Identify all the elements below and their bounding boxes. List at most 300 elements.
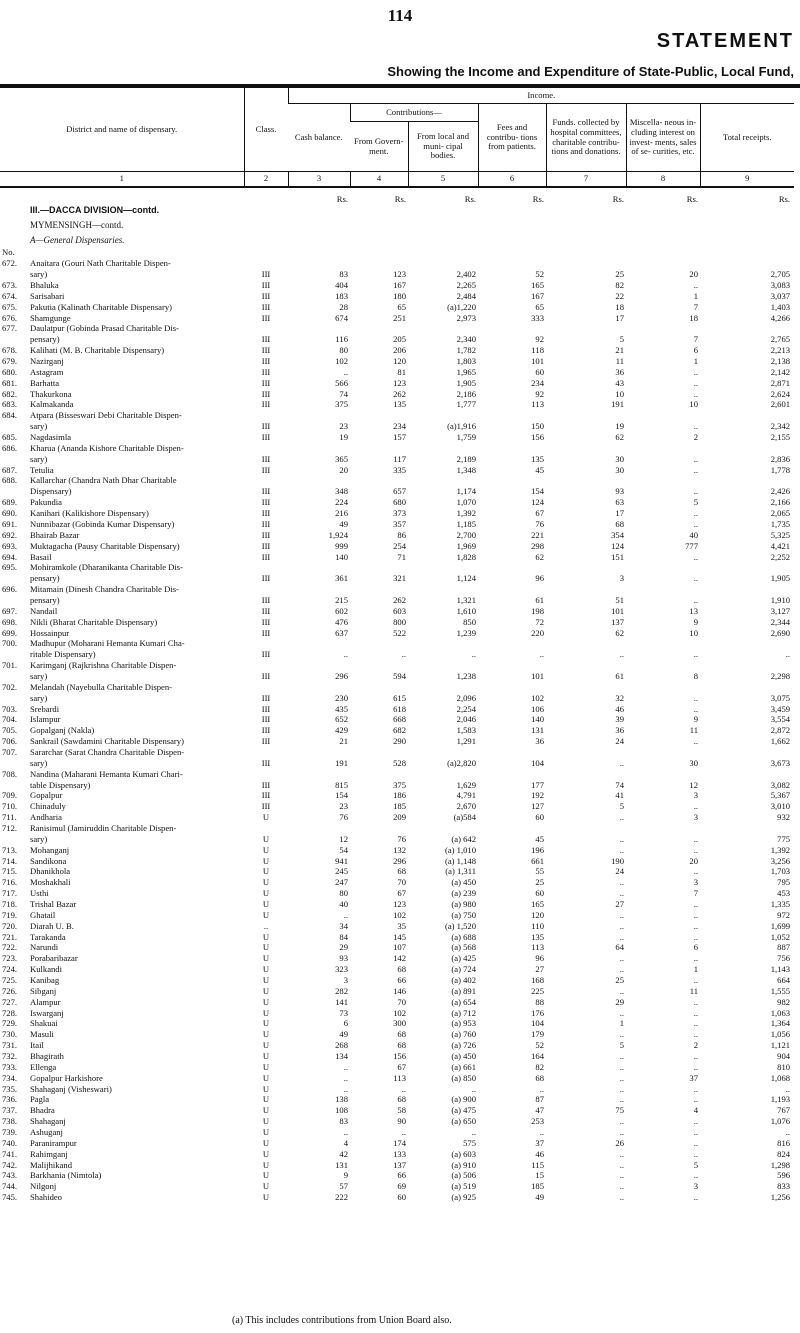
cash-balance-cell: 76: [339, 812, 348, 823]
misc-cell: 30: [689, 757, 698, 768]
total-cell: 1,193: [770, 1094, 791, 1105]
misc-cell: 13: [689, 605, 698, 616]
cash-balance-cell: 34: [339, 920, 348, 931]
cash-balance-cell: 183: [335, 290, 348, 301]
class-cell: III: [261, 540, 271, 551]
table-row: [0, 334, 794, 345]
local-contribution-cell: 1,124: [456, 573, 476, 584]
govt-contribution-cell: 60: [397, 1192, 406, 1203]
funds-cell: 62: [615, 627, 624, 638]
table-row: [0, 671, 794, 682]
local-contribution-cell: (a) 475: [451, 1105, 476, 1116]
dispensary-cell: [0, 389, 244, 400]
misc-cell: ..: [693, 388, 698, 399]
local-contribution-cell: (a) 642: [451, 833, 476, 844]
funds-cell: ..: [619, 1170, 624, 1181]
fees-cell: 154: [531, 486, 544, 497]
cash-balance-cell: 566: [335, 377, 348, 388]
class-cell: U: [262, 866, 270, 877]
dispensary-cell: [0, 345, 244, 356]
fees-cell: 120: [531, 909, 544, 920]
total-cell: 2,624: [770, 388, 791, 399]
dispensary-name: Paranirampur: [30, 1137, 77, 1148]
misc-cell: ..: [693, 551, 698, 562]
govt-contribution-cell: 65: [397, 301, 406, 312]
govt-contribution-cell: 68: [397, 964, 406, 975]
misc-cell: 37: [689, 1072, 698, 1083]
dispensary-cell: [0, 541, 244, 552]
table-row: [0, 834, 794, 845]
dispensary-name: Diarah U. B.: [30, 920, 74, 931]
funds-cell: 5: [619, 334, 624, 345]
funds-cell: 36: [615, 725, 624, 736]
class-cell: III: [261, 757, 271, 768]
cash-balance-cell: 29: [339, 942, 348, 953]
govt-contribution-cell: 102: [393, 1007, 406, 1018]
misc-cell: [626, 660, 700, 671]
class-cell: U: [262, 1192, 270, 1203]
local-contribution-cell: 1,828: [456, 551, 476, 562]
serial-number: 688.: [2, 475, 18, 486]
fees-cell: 49: [535, 1192, 544, 1203]
cash-balance-cell: 365: [335, 453, 348, 464]
fees-cell: 65: [535, 301, 544, 312]
fees-cell: 177: [531, 779, 544, 790]
rs-label: Rs.: [464, 194, 476, 204]
misc-header: Miscella- neous in- cluding interest on invest- ments, sales of se- curities, etc.: [626, 104, 700, 172]
dispensary-cell: [0, 628, 244, 639]
table-row: [0, 736, 794, 747]
statement-subtitle: Showing the Income and Expenditure of State-Public, Local Fund,: [387, 64, 794, 79]
funds-cell: [546, 475, 626, 486]
class-cell: [244, 475, 288, 486]
fees-cell: ..: [539, 649, 544, 660]
funds-cell: ..: [619, 964, 624, 975]
misc-cell: ..: [693, 453, 698, 464]
misc-cell: ..: [693, 1127, 698, 1138]
table-row: [0, 953, 794, 964]
fees-cell: [478, 638, 546, 649]
fees-cell: 220: [531, 627, 544, 638]
funds-cell: 30: [615, 464, 624, 475]
fees-cell: 168: [531, 975, 544, 986]
dispensary-cell: [0, 899, 244, 910]
funds-cell: ..: [619, 888, 624, 899]
govt-contribution-cell: 157: [393, 432, 406, 443]
dispensary-cell: [0, 486, 244, 497]
class-cell: U: [262, 1105, 270, 1116]
table-row: [0, 725, 794, 736]
dispensary-cell: [0, 986, 244, 997]
dispensary-name: Mitamain (Dinesh Chandra Charitable Dis-: [30, 584, 179, 595]
dispensary-cell: [0, 845, 244, 856]
dispensary-name: Sarisabari: [30, 290, 65, 301]
cash-balance-cell: [288, 769, 350, 780]
class-cell: [244, 443, 288, 454]
funds-cell: 68: [615, 518, 624, 529]
contributions-header: Contributions—: [350, 104, 478, 122]
dispensary-cell: [0, 334, 244, 345]
table-row: [0, 530, 794, 541]
table-row: [0, 932, 794, 943]
misc-cell: ..: [693, 1051, 698, 1062]
class-cell: [244, 660, 288, 671]
govt-contribution-cell: [350, 769, 408, 780]
serial-number: 739.: [2, 1127, 18, 1138]
dispensary-name: Trishal Bazar: [30, 899, 77, 909]
govt-header: From Govern- ment.: [354, 135, 404, 156]
fees-cell: [478, 584, 546, 595]
local-bodies-header: From local and muni- cipal bodies.: [408, 122, 478, 172]
table-row: [0, 356, 794, 367]
table-row: [0, 997, 794, 1008]
govt-contribution-cell: 113: [393, 1072, 406, 1083]
table-row: [0, 541, 794, 552]
cash-balance-cell: 28: [339, 301, 348, 312]
misc-cell: 9: [693, 714, 698, 725]
fees-cell: 124: [531, 497, 544, 508]
serial-number: 676.: [2, 312, 18, 323]
fees-cell: 298: [531, 540, 544, 551]
dispensary-name: Barkhania (Nimtola): [30, 1170, 102, 1181]
class-cell: III: [261, 269, 271, 280]
misc-cell: 1: [693, 290, 698, 301]
dispensary-cell: [0, 932, 244, 943]
local-contribution-cell: (a) 661: [451, 1061, 476, 1072]
funds-cell: 41: [615, 790, 624, 801]
govt-contribution-cell: 375: [393, 779, 406, 790]
dispensary-name: Shakuai: [30, 1018, 58, 1029]
fees-cell: 333: [531, 312, 544, 323]
fees-cell: 165: [531, 280, 544, 291]
fees-cell: ..: [539, 1127, 544, 1138]
fees-cell: 113: [531, 942, 544, 953]
dispensary-cell: [0, 975, 244, 986]
total-cell: 2,138: [770, 356, 791, 367]
misc-cell: [626, 823, 700, 834]
total-cell: 756: [777, 953, 791, 964]
misc-cell: ..: [693, 844, 698, 855]
dispensary-name: Nilgonj: [30, 1181, 57, 1192]
local-contribution-cell: 1,905: [456, 377, 476, 388]
misc-cell: [626, 323, 700, 334]
govt-contribution-cell: 68: [397, 1029, 406, 1040]
division-heading: III.—DACCA DIVISION—contd.: [30, 204, 160, 215]
cash-balance-cell: 429: [335, 725, 348, 736]
local-contribution-cell: [408, 562, 478, 573]
dispensary-name: Hossainpur: [30, 627, 70, 638]
dispensary-cell: [0, 595, 244, 606]
dispensary-name: sary): [30, 692, 48, 703]
total-cell: 2,836: [770, 453, 791, 464]
class-cell: III: [261, 301, 271, 312]
dispensary-name: Narundi: [30, 942, 59, 953]
cash-balance-cell: [288, 584, 350, 595]
serial-number: 683.: [2, 399, 18, 410]
total-cell: 3,037: [770, 290, 791, 301]
total-cell: [700, 443, 794, 454]
dispensary-cell: [0, 1170, 244, 1181]
class-cell: U: [262, 1127, 270, 1138]
dispensary-cell: [0, 356, 244, 367]
serial-number: 680.: [2, 366, 18, 377]
funds-cell: ..: [619, 844, 624, 855]
serial-number: 744.: [2, 1181, 18, 1192]
local-contribution-cell: 1,965: [456, 366, 476, 377]
dispensary-cell: [0, 302, 244, 313]
total-cell: 1,335: [770, 899, 791, 909]
total-cell: 2,426: [770, 486, 791, 497]
dispensary-cell: [0, 866, 244, 877]
serial-number: 728.: [2, 1007, 18, 1018]
local-contribution-cell: (a) 425: [451, 953, 476, 964]
fees-cell: 131: [531, 725, 544, 736]
total-cell: [700, 562, 794, 573]
funds-cell: ..: [619, 920, 624, 931]
cash-balance-cell: 247: [335, 877, 348, 888]
cash-balance-cell: 131: [335, 1159, 348, 1170]
dispensary-name: Pakutia (Kalinath Charitable Dispensary): [30, 301, 172, 312]
table-row: [0, 367, 794, 378]
total-cell: 972: [777, 909, 791, 920]
table-row: [0, 269, 794, 280]
no-label: No.: [2, 247, 15, 258]
govt-contribution-cell: 209: [393, 812, 406, 823]
local-contribution-cell: (a) 519: [451, 1181, 476, 1192]
serial-number: 673.: [2, 280, 18, 291]
govt-contribution-cell: 69: [397, 1181, 406, 1192]
footnote: (a) This includes contributions from Union Board also.: [232, 1315, 452, 1326]
funds-cell: ..: [619, 757, 624, 768]
table-row: [0, 519, 794, 530]
table-row: [0, 291, 794, 302]
table-row: [0, 714, 794, 725]
dispensary-cell: [0, 1084, 244, 1095]
funds-cell: 25: [615, 269, 624, 280]
serial-number: 731.: [2, 1040, 18, 1051]
local-contribution-cell: ..: [471, 1127, 476, 1138]
funds-cell: 11: [615, 356, 624, 367]
local-contribution-cell: 2,046: [456, 714, 476, 725]
dispensary-name: Tarakanda: [30, 931, 66, 942]
local-contribution-cell: 2,700: [456, 529, 476, 540]
local-contribution-cell: [408, 410, 478, 421]
govt-contribution-cell: 156: [393, 1051, 406, 1062]
cash-balance-cell: 57: [339, 1181, 348, 1192]
local-contribution-cell: (a) 1,520: [444, 920, 476, 931]
serial-number: 695.: [2, 562, 18, 573]
serial-number: 700.: [2, 638, 18, 649]
dispensary-name: sary): [30, 757, 48, 768]
table-row: [0, 280, 794, 291]
total-cell: 3,082: [770, 779, 791, 790]
dispensary-cell: [0, 584, 244, 595]
dispensary-cell: [0, 704, 244, 715]
funds-cell: 29: [615, 996, 624, 1007]
misc-cell: ..: [693, 649, 698, 660]
fees-cell: 127: [531, 801, 544, 812]
funds-cell: [546, 769, 626, 780]
misc-cell: ..: [693, 899, 698, 909]
col-num-4: 4: [350, 172, 408, 188]
local-contribution-cell: [408, 475, 478, 486]
dispensary-name: Sibganj: [30, 985, 57, 996]
fees-cell: 192: [531, 790, 544, 801]
local-contribution-cell: 2,670: [456, 801, 476, 812]
class-cell: U: [262, 964, 270, 975]
funds-cell: ..: [619, 1007, 624, 1018]
serial-number: 725.: [2, 975, 18, 986]
total-cell: [700, 682, 794, 693]
govt-contribution-cell: 205: [393, 334, 406, 345]
local-contribution-cell: (a)2,820: [447, 757, 476, 768]
dispensary-cell: [0, 367, 244, 378]
table-row: [0, 866, 794, 877]
cash-balance-cell: 40: [339, 899, 348, 909]
govt-contribution-cell: 618: [393, 703, 406, 714]
dispensary-name: sary): [30, 421, 48, 432]
total-cell: 775: [777, 833, 791, 844]
fees-cell: 60: [535, 888, 544, 899]
misc-cell: ..: [693, 1018, 698, 1029]
class-cell: U: [262, 1072, 270, 1083]
class-cell: III: [261, 290, 271, 301]
serial-number: 697.: [2, 605, 18, 616]
cash-balance-cell: 19: [339, 432, 348, 443]
funds-cell: 24: [615, 866, 624, 877]
govt-contribution-cell: 528: [393, 757, 406, 768]
govt-contribution-cell: 206: [393, 345, 406, 356]
cash-balance-cell: [288, 638, 350, 649]
class-cell: III: [261, 432, 271, 443]
fees-cell: 102: [531, 692, 544, 703]
govt-contribution-cell: 123: [393, 377, 406, 388]
table-row: [0, 1192, 794, 1203]
total-cell: [700, 823, 794, 834]
table-row: [0, 432, 794, 443]
fees-cell: 110: [531, 920, 544, 931]
serial-number: 706.: [2, 736, 18, 747]
table-row: [0, 606, 794, 617]
fees-cell: 253: [531, 1116, 544, 1127]
table-row: [0, 410, 794, 421]
serial-number: 694.: [2, 551, 18, 562]
misc-cell: ..: [693, 508, 698, 519]
class-cell: [244, 323, 288, 334]
fees-cell: 76: [535, 518, 544, 529]
cash-balance-cell: 435: [335, 703, 348, 714]
local-contribution-cell: (a) 760: [451, 1029, 476, 1040]
misc-cell: ..: [693, 280, 698, 291]
total-cell: 767: [777, 1105, 791, 1116]
class-cell: U: [262, 899, 270, 909]
col-num-2: 2: [244, 172, 288, 188]
table-row: [0, 910, 794, 921]
cash-balance-cell: ..: [343, 1127, 348, 1138]
dispensary-name: Anaitara (Gouri Nath Charitable Dispen-: [30, 258, 171, 269]
funds-cell: ..: [619, 1148, 624, 1159]
table-row: [0, 964, 794, 975]
dispensary-name: Nandina (Maharani Hemanta Kumari Chari-: [30, 768, 183, 779]
fees-cell: 196: [531, 844, 544, 855]
dispensary-cell: [0, 562, 244, 573]
class-cell: III: [261, 280, 271, 291]
funds-cell: 5: [619, 801, 624, 812]
cash-balance-cell: 941: [335, 855, 348, 866]
class-cell: U: [262, 953, 270, 964]
table-body: [0, 187, 794, 1203]
dispensary-name: Andharia: [30, 812, 62, 823]
class-cell: III: [261, 551, 271, 562]
class-cell: U: [262, 1051, 270, 1062]
dispensary-cell: [0, 856, 244, 867]
dispensary-cell: [0, 780, 244, 791]
dispensary-cell: [0, 1160, 244, 1171]
class-cell: III: [261, 529, 271, 540]
local-contribution-cell: (a) 750: [451, 909, 476, 920]
class-cell: U: [262, 1061, 270, 1072]
total-cell: [700, 584, 794, 595]
funds-cell: 74: [615, 779, 624, 790]
dispensary-cell: [0, 736, 244, 747]
dispensary-cell: [0, 410, 244, 421]
dispensary-name: Kalmakanda: [30, 399, 74, 410]
govt-contribution-cell: 680: [393, 497, 406, 508]
table-row: [0, 801, 794, 812]
dispensary-name: Basail: [30, 551, 52, 562]
fees-cell: 45: [535, 833, 544, 844]
fees-cell: 115: [531, 1159, 544, 1170]
funds-cell: ..: [619, 833, 624, 844]
total-cell: 2,705: [770, 269, 791, 280]
table-row: [0, 595, 794, 606]
misc-cell: ..: [693, 692, 698, 703]
funds-cell: [546, 682, 626, 693]
class-cell: U: [262, 931, 270, 942]
dispensary-name: Masuli: [30, 1029, 54, 1040]
misc-cell: 2: [693, 1040, 698, 1051]
class-cell: U: [262, 833, 270, 844]
total-cell: 932: [777, 812, 791, 823]
table-row: [0, 823, 794, 834]
fees-cell: 27: [535, 964, 544, 975]
class-cell: U: [262, 1181, 270, 1192]
fees-cell: 113: [531, 399, 544, 410]
misc-cell: [626, 584, 700, 595]
class-cell: III: [261, 779, 271, 790]
misc-cell: 3: [693, 790, 698, 801]
table-row: [0, 899, 794, 910]
dispensary-name: Tetulia: [30, 464, 54, 475]
govt-contribution-cell: 123: [393, 269, 406, 280]
cash-balance-cell: 215: [335, 594, 348, 605]
total-cell: 2,142: [770, 366, 791, 377]
cash-balance-cell: ..: [343, 366, 348, 377]
misc-cell: [626, 769, 700, 780]
dispensary-name: Sararchar (Sarat Chandra Charitable Dispen-: [30, 746, 185, 757]
govt-contribution-cell: 123: [393, 899, 406, 909]
govt-contribution-cell: 76: [397, 833, 406, 844]
cash-balance-cell: 21: [339, 736, 348, 747]
misc-cell: ..: [693, 931, 698, 942]
dispensary-cell: [0, 921, 244, 932]
dispensary-name: Porabaribazar: [30, 953, 78, 964]
govt-contribution-cell: 594: [393, 670, 406, 681]
table-row: [0, 693, 794, 704]
dispensary-cell: [0, 747, 244, 758]
serial-number: 724.: [2, 964, 18, 975]
dispensary-name: Moshakhali: [30, 877, 71, 888]
